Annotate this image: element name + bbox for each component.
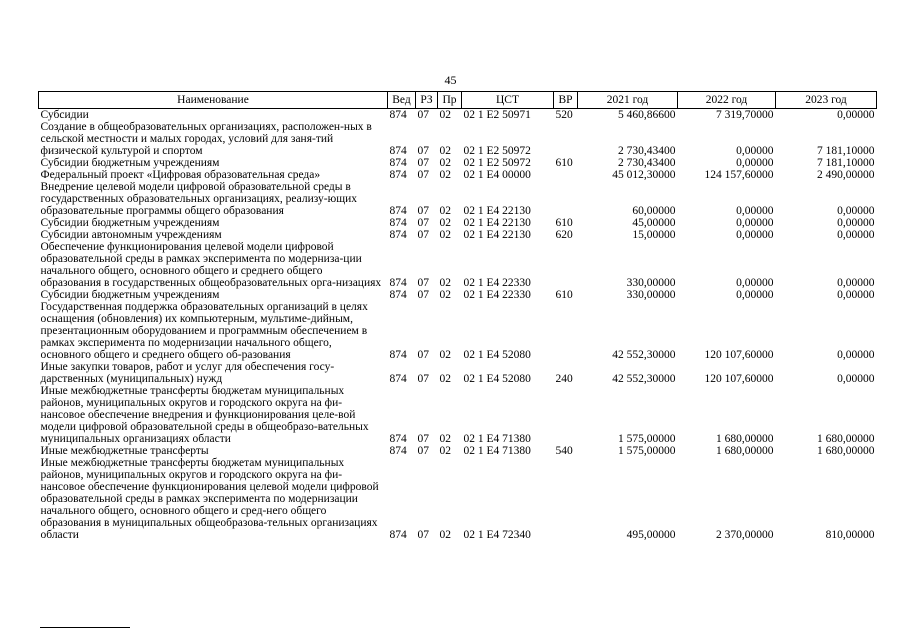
row-ved: 874 [389, 433, 407, 445]
row-2021: 60,00000 [632, 205, 676, 217]
row-pr: 02 [439, 529, 451, 541]
row-name: Иные закупки товаров, работ и услуг для обеспечения госу-дарственных (муниципальных) нужд [40, 361, 335, 385]
row-cst: 02 1 E4 22130 [463, 205, 531, 217]
row-2023: 0,00000 [837, 373, 875, 385]
table-header-row [39, 92, 877, 109]
table-row [39, 241, 877, 289]
row-rz: 07 [417, 217, 429, 229]
header-cst: ЦСТ [462, 92, 554, 109]
row-ved: 874 [389, 445, 407, 457]
row-pr: 02 [439, 433, 451, 445]
row-2022: 0,00000 [736, 217, 774, 229]
row-2021: 2 730,43400 [618, 157, 676, 169]
row-rz: 07 [417, 433, 429, 445]
row-cst: 02 1 E2 50972 [463, 145, 531, 157]
row-rz: 07 [417, 445, 429, 457]
row-vr [554, 385, 578, 445]
row-name: Субсидии [40, 109, 89, 121]
row-2022: 0,00000 [736, 205, 774, 217]
row-name: Субсидии бюджетным учреждениям [40, 157, 220, 169]
row-ved: 874 [389, 217, 407, 229]
row-vr [554, 241, 578, 289]
row-vr: 610 [555, 289, 573, 301]
row-pr: 02 [439, 229, 451, 241]
row-vr [554, 169, 578, 181]
header-pr: Пр [438, 92, 462, 109]
row-name: Субсидии автономным учреждениям [40, 229, 222, 241]
row-2022: 7 319,70000 [716, 109, 774, 121]
table-row [39, 109, 877, 122]
row-pr: 02 [439, 373, 451, 385]
row-2023: 0,00000 [837, 205, 875, 217]
row-ved: 874 [389, 277, 407, 289]
table-row [39, 169, 877, 181]
table-row [39, 289, 877, 301]
row-name: Внедрение целевой модели цифровой образовательной среды в государственных образовательных организациях, реализу-ющих образовательные программы общего образования [40, 181, 357, 217]
row-cst: 02 1 E4 72340 [463, 529, 531, 541]
header-name: Наименование [39, 92, 388, 109]
header-rz: РЗ [416, 92, 438, 109]
row-2022: 0,00000 [736, 289, 774, 301]
row-pr: 02 [439, 157, 451, 169]
row-rz: 07 [417, 145, 429, 157]
row-cst: 02 1 E4 22130 [463, 229, 531, 241]
row-2021: 45 012,30000 [612, 169, 676, 181]
row-pr: 02 [439, 145, 451, 157]
row-2021: 330,00000 [626, 277, 676, 289]
row-vr: 610 [555, 157, 573, 169]
row-pr: 02 [439, 445, 451, 457]
row-2023: 0,00000 [837, 277, 875, 289]
row-cst: 02 1 E4 71380 [463, 445, 531, 457]
row-name: Создание в общеобразовательных организациях, расположен-ных в сельской местности и малых городах, условий для заня-тий физической культурой и спортом [40, 121, 372, 157]
footnote-rule [40, 627, 130, 628]
row-2021: 42 552,30000 [612, 373, 676, 385]
table-row [39, 121, 877, 157]
page-number: 45 [444, 73, 457, 87]
row-ved: 874 [389, 373, 407, 385]
row-2022: 0,00000 [736, 229, 774, 241]
table-row [39, 361, 877, 385]
row-cst: 02 1 E4 71380 [463, 433, 531, 445]
row-pr: 02 [439, 349, 451, 361]
row-name: Субсидии бюджетным учреждениям [40, 217, 220, 229]
row-cst: 02 1 E2 50972 [463, 157, 531, 169]
row-2022: 0,00000 [736, 145, 774, 157]
table-row [39, 385, 877, 445]
row-vr [554, 301, 578, 361]
row-rz: 07 [417, 373, 429, 385]
row-rz: 07 [417, 529, 429, 541]
row-cst: 02 1 E4 00000 [463, 169, 531, 181]
row-vr: 610 [555, 217, 573, 229]
row-vr [554, 181, 578, 217]
row-vr: 540 [555, 445, 573, 457]
row-2022: 0,00000 [736, 157, 774, 169]
row-pr: 02 [439, 217, 451, 229]
row-ved: 874 [389, 289, 407, 301]
row-2021: 42 552,30000 [612, 349, 676, 361]
row-2022: 1 680,00000 [716, 445, 774, 457]
row-2023: 810,00000 [825, 529, 875, 541]
row-2023: 0,00000 [837, 229, 875, 241]
header-2022: 2022 год [678, 92, 776, 109]
row-2023: 0,00000 [837, 349, 875, 361]
row-ved: 874 [389, 109, 407, 121]
budget-table [38, 91, 877, 541]
row-2021: 1 575,00000 [618, 433, 676, 445]
table-row [39, 229, 877, 241]
row-2022: 124 157,60000 [704, 169, 774, 181]
row-ved: 874 [389, 157, 407, 169]
row-2023: 0,00000 [837, 109, 875, 121]
row-2022: 120 107,60000 [704, 349, 774, 361]
row-cst: 02 1 E4 52080 [463, 349, 531, 361]
row-2023: 1 680,00000 [817, 445, 875, 457]
row-name: Государственная поддержка образовательных организаций в целях оснащения (обновления) их компьютерным, мультиме-дийным, презентационным оборудованием и программным обеспечением в рамках эксперимента по модернизации начального общего, основного общего и среднего общего об-разования [40, 301, 368, 361]
header-2023: 2023 год [776, 92, 877, 109]
row-rz: 07 [417, 109, 429, 121]
row-cst: 02 1 E2 50971 [463, 109, 531, 121]
row-cst: 02 1 E4 22130 [463, 217, 531, 229]
row-cst: 02 1 E4 52080 [463, 373, 531, 385]
row-2021: 15,00000 [632, 229, 676, 241]
row-ved: 874 [389, 229, 407, 241]
row-vr: 240 [555, 373, 573, 385]
row-name: Иные межбюджетные трансферты бюджетам муниципальных районов, муниципальных округов и городского округа на фи-нансовое обеспечение функционирования целевой модели цифровой образовательной среды в рамках эксперимента по модернизации начального общего, основного общего и сред-него общего образования в муниципальных общеобразова-тельных организациях области [40, 457, 379, 541]
row-pr: 02 [439, 277, 451, 289]
row-rz: 07 [417, 277, 429, 289]
row-vr [554, 457, 578, 541]
row-2023: 1 680,00000 [817, 433, 875, 445]
row-2021: 5 460,86600 [618, 109, 676, 121]
row-rz: 07 [417, 205, 429, 217]
table-row [39, 301, 877, 361]
row-2023: 7 181,10000 [817, 145, 875, 157]
row-vr [554, 121, 578, 157]
header-vr: ВР [554, 92, 578, 109]
row-2022: 0,00000 [736, 277, 774, 289]
row-name: Иные межбюджетные трансферты бюджетам муниципальных районов, муниципальных округов и городского округа на фи-нансовое обеспечение внедрения и функционирования целе-вой модели цифровой образовательной среды в общеобразо-вательных муниципальных организациях области [40, 385, 369, 445]
row-pr: 02 [439, 289, 451, 301]
row-2022: 120 107,60000 [704, 373, 774, 385]
row-2021: 330,00000 [626, 289, 676, 301]
row-ved: 874 [389, 205, 407, 217]
row-name: Федеральный проект «Цифровая образовательная среда» [40, 169, 321, 181]
row-2021: 2 730,43400 [618, 145, 676, 157]
header-2021: 2021 год [578, 92, 678, 109]
row-rz: 07 [417, 229, 429, 241]
row-name: Обеспечение функционирования целевой модели цифровой образовательной среды в рамках эксперимента по модерниза-ции начального общего, основного общего и среднего общего образования в государственных общеобразовательных орга-низациях [40, 241, 382, 289]
row-ved: 874 [389, 169, 407, 181]
table-row [39, 181, 877, 217]
row-rz: 07 [417, 349, 429, 361]
table-row [39, 157, 877, 169]
table-row [39, 217, 877, 229]
row-rz: 07 [417, 289, 429, 301]
row-2023: 0,00000 [837, 289, 875, 301]
row-pr: 02 [439, 169, 451, 181]
row-2023: 0,00000 [837, 217, 875, 229]
row-cst: 02 1 E4 22330 [463, 277, 531, 289]
row-vr: 520 [555, 109, 573, 121]
row-cst: 02 1 E4 22330 [463, 289, 531, 301]
row-2021: 495,00000 [626, 529, 676, 541]
header-ved: Вед [388, 92, 416, 109]
row-2021: 1 575,00000 [618, 445, 676, 457]
row-pr: 02 [439, 205, 451, 217]
row-2023: 7 181,10000 [817, 157, 875, 169]
row-2021: 45,00000 [632, 217, 676, 229]
row-vr: 620 [555, 229, 573, 241]
table-row [39, 457, 877, 541]
row-ved: 874 [389, 529, 407, 541]
row-2022: 2 370,00000 [716, 529, 774, 541]
row-rz: 07 [417, 157, 429, 169]
row-ved: 874 [389, 145, 407, 157]
row-rz: 07 [417, 169, 429, 181]
row-2023: 2 490,00000 [817, 169, 875, 181]
table-row [39, 445, 877, 457]
row-name: Субсидии бюджетным учреждениям [40, 289, 220, 301]
row-2022: 1 680,00000 [716, 433, 774, 445]
row-pr: 02 [439, 109, 451, 121]
row-ved: 874 [389, 349, 407, 361]
row-name: Иные межбюджетные трансферты [40, 445, 209, 457]
